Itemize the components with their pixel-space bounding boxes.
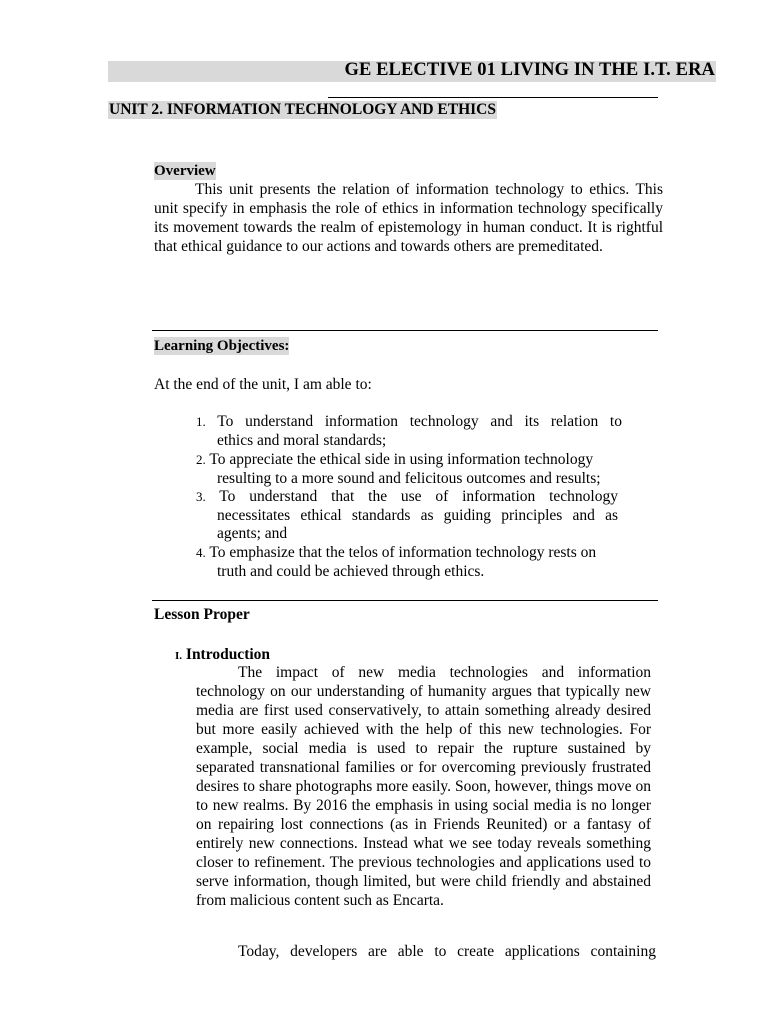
- objective-text: agents; and: [217, 525, 288, 543]
- objective-text: To understand information technology and its relation to: [217, 413, 622, 430]
- objective-text: To understand that the use of information technology: [219, 488, 618, 505]
- introduction-paragraph-1: The impact of new media technologies and information technology on our understanding of humanity argues that typically new media are first used conservatively, to attain something already desired but more easily achieved with the help of this new technologies. For example, social media is used to repair the rupture sustained by separated transnational families or for overcoming previously frustrated desires to share photographs more easily. Soon, however, things move on to new realms. By 2016 the emphasis in using social media is no longer on repairing lost connections (as in Friends Reunited) or a fantasy of entirely new connections. Instead what we see today reveals something closer to refinement. The previous technologies and applications used to serve information, though limited, but were child friendly and abstained from malicious content such as Encarta.: [196, 664, 651, 909]
- objective-text: resulting to a more sound and felicitous outcomes and results;: [217, 469, 601, 487]
- objective-number: 4.: [196, 545, 206, 560]
- section-title: Introduction: [185, 646, 271, 663]
- objective-text: ethics and moral standards;: [217, 431, 387, 449]
- lesson-proper-heading: Lesson Proper: [154, 606, 250, 623]
- objective-item-3: [196, 488, 618, 544]
- objective-number: 1.: [196, 414, 206, 429]
- introduction-paragraph-2: Today, developers are able to create applications containing: [238, 943, 656, 960]
- course-title: GE ELECTIVE 01 LIVING IN THE I.T. ERA: [344, 60, 715, 80]
- overview-heading: Overview: [154, 163, 216, 179]
- overview-text: This unit presents the relation of information technology to ethics. This unit specify in emphasis the role of ethics in information technology specifically its movement towards the realm of epistemology in human conduct. It is rightful that ethical guidance to our actions and towards others are premeditated.: [154, 181, 663, 255]
- objective-text: necessitates ethical standards as guiding principles and as: [217, 506, 618, 524]
- unit-title: UNIT 2. INFORMATION TECHNOLOGY AND ETHICS: [109, 101, 496, 118]
- section-rule-1: [152, 330, 658, 331]
- objective-number: 2.: [196, 452, 206, 467]
- objective-item-4: [196, 544, 648, 581]
- objective-text: truth and could be achieved through ethics.: [217, 562, 485, 580]
- learning-objectives-heading: Learning Objectives:: [154, 338, 290, 354]
- objectives-intro: At the end of the unit, I am able to:: [154, 376, 372, 393]
- section-number: I.: [175, 650, 183, 662]
- objective-text: To appreciate the ethical side in using information technology: [209, 451, 594, 468]
- objective-item-2: [196, 451, 636, 488]
- section-rule-2: [152, 600, 658, 601]
- objective-text: To emphasize that the telos of information technology rests on: [209, 544, 597, 561]
- objective-item-1: [196, 413, 622, 450]
- objective-number: 3.: [196, 489, 206, 504]
- header-rule: [328, 97, 658, 98]
